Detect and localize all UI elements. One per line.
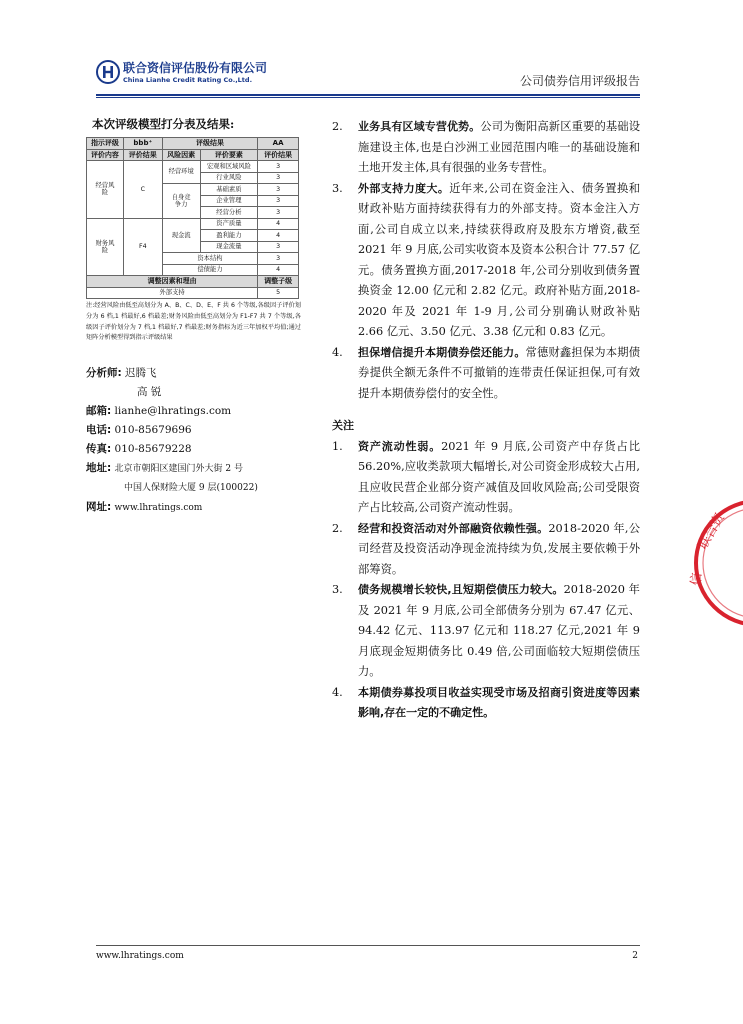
list-item	[332, 580, 640, 683]
right-column	[332, 117, 640, 724]
table-cell: 调整子级	[258, 276, 299, 288]
list-item	[332, 343, 640, 405]
item-heading: 债务规模增长较快,且短期偿债压力较大。	[358, 583, 564, 596]
list-item	[332, 437, 640, 519]
company-seal-icon	[683, 488, 743, 638]
table-cell: 现金流量	[200, 241, 258, 253]
table-cell: 自身竞争力	[162, 184, 200, 219]
email-link[interactable]: lianhe@lhratings.com	[114, 405, 232, 418]
header-divider-thin	[96, 97, 640, 98]
item-number: 2.	[332, 521, 343, 535]
table-cell: 经营环境	[162, 161, 200, 184]
email-line	[86, 402, 308, 421]
table-cell: 3	[258, 241, 299, 253]
table-cell: 4	[258, 264, 299, 276]
table-cell: 经营分析	[200, 207, 258, 219]
web-label: 网址:	[86, 501, 112, 514]
item-number: 1.	[332, 439, 343, 453]
table-cell: 资产质量	[200, 218, 258, 230]
item-text: 2018-2020 年,公司经营及投资活动净现金流持续为负,发展主要依赖于外部筹资。	[358, 521, 641, 576]
list-item	[332, 519, 640, 581]
table-cell: 偿债能力	[162, 264, 257, 276]
item-heading: 资产流动性弱。	[358, 439, 442, 453]
web-line	[86, 498, 308, 518]
table-cell: 财务风险	[87, 218, 124, 276]
item-heading: 经营和投资活动对外部融资依赖性强。	[358, 521, 549, 535]
analyst-line	[86, 364, 308, 383]
score-table-title: 本次评级模型打分表及结果:	[92, 117, 235, 131]
phone-label: 电话:	[86, 424, 112, 437]
fax-value: 010-85679228	[114, 443, 192, 456]
table-cell: 3	[258, 172, 299, 184]
item-heading: 担保增信提升本期债券偿还能力。	[358, 345, 526, 359]
table-cell: bbb⁺	[123, 138, 162, 150]
item-number: 2.	[332, 120, 343, 133]
item-text: 2018-2020 年及 2021 年 9 月底,公司全部债务分别为 67.47 亿元、94.42 亿元、113.97 亿元和 118.27 亿元,2021 年 9 月底现金短期债务比 0.49 倍,公司面临较大短期偿债压力。	[358, 583, 640, 678]
svg-text:信: 信	[689, 572, 706, 587]
table-cell: 现金流	[162, 218, 200, 253]
item-heading: 外部支持力度大。	[358, 181, 450, 195]
table-cell: C	[123, 161, 162, 219]
table-cell: 企业管理	[200, 195, 258, 207]
table-row	[87, 218, 299, 230]
table-cell: 指示评级	[87, 138, 124, 150]
address-label: 地址:	[86, 462, 112, 475]
analyst-name: 迟腾飞	[125, 367, 157, 380]
item-text: 公司为衡阳高新区重要的基础设施建设主体,也是白沙洲工业园范围内唯一的基础设施和土地开发主体,具有很强的业务专营性。	[358, 120, 640, 174]
item-number: 4.	[332, 685, 343, 699]
analyst-label: 分析师:	[86, 367, 122, 380]
table-cell: 评价结果	[258, 149, 299, 161]
analyst-name-2: 高 锐	[137, 386, 162, 399]
item-text: 2021 年 9 月底,公司资产中存货占比 56.20%,应收类款项大幅增长,对公司资金形成较大占用,且应收民营企业部分资产减值及回收风险高;公司受限资产占比较高,公司资产流动性弱。	[358, 439, 640, 514]
page-number: 2	[632, 951, 638, 961]
item-text: 常德财鑫担保为本期债券提供全额无条件不可撤销的连带责任保证担保,可有效提升本期债券偿付的安全性。	[358, 345, 640, 400]
item-number: 3.	[332, 181, 343, 195]
phone-value: 010-85679696	[114, 424, 192, 437]
table-cell: 4	[258, 218, 299, 230]
company-name-cn: 联合资信评估股份有限公司	[123, 61, 268, 75]
phone-line	[86, 421, 308, 440]
list-item	[332, 117, 640, 179]
address-value: 北京市朝阳区建国门外大街 2 号	[114, 464, 243, 475]
table-cell: 3	[258, 195, 299, 207]
table-cell: 3	[258, 161, 299, 173]
table-cell: 风险因素	[162, 149, 200, 161]
table-cell: 基础素质	[200, 184, 258, 196]
table-cell: 评价内容	[87, 149, 124, 161]
table-cell: 调整因素和理由	[87, 276, 258, 288]
lianhe-logo-icon	[96, 60, 120, 84]
email-label: 邮箱:	[86, 405, 112, 418]
fax-label: 传真:	[86, 443, 112, 456]
table-cell: 评价结果	[123, 149, 162, 161]
list-item	[332, 683, 640, 724]
table-cell: 5	[258, 287, 299, 299]
table-row	[87, 138, 299, 150]
footer-divider	[96, 945, 640, 946]
table-cell: F4	[123, 218, 162, 276]
item-heading: 业务具有区域专营优势。	[358, 120, 481, 133]
table-cell: 3	[258, 207, 299, 219]
table-cell: 4	[258, 230, 299, 242]
contact-info	[86, 364, 308, 518]
table-cell: AA	[258, 138, 299, 150]
item-number: 3.	[332, 583, 343, 596]
table-row	[87, 161, 299, 173]
score-table	[86, 137, 299, 299]
list-item	[332, 179, 640, 343]
table-row	[87, 287, 299, 299]
table-row	[87, 276, 299, 288]
concerns-title: 关注	[332, 419, 354, 432]
company-name-en: China Lianhe Credit Rating Co.,Ltd.	[123, 76, 253, 84]
table-note: 注:经营风险由低至高划分为 A、B、C、D、E、F 共 6 个等级,各级因子评价划分为 6 档,1 档最好,6 档最差;财务风险由低至高划分为 F1-F7 共 7 个等级,各级因子评价划分为 7 档,1 档最好,7 档最差;财务指标为近三年加权平均值;通过矩阵分析模型得到指示评级结果	[86, 302, 301, 342]
address-value-2: 中国人保财险大厦 9 层(100022)	[124, 483, 258, 494]
table-cell: 宏观和区域风险	[200, 161, 258, 173]
page-header	[96, 58, 640, 98]
report-title: 公司债券信用评级报告	[519, 74, 640, 88]
table-row	[87, 149, 299, 161]
table-cell: 行业风险	[200, 172, 258, 184]
table-cell: 评价要素	[200, 149, 258, 161]
item-number: 4.	[332, 345, 343, 359]
footer-url[interactable]: www.lhratings.com	[96, 951, 184, 961]
left-column	[86, 116, 308, 518]
table-cell: 资本结构	[162, 253, 257, 265]
svg-text:联合资: 联合资	[695, 510, 728, 552]
table-cell: 经营风险	[87, 161, 124, 219]
item-heading: 本期债券募投项目收益实现受市场及招商引资进度等因素影响,存在一定的不确定性。	[358, 685, 640, 719]
table-cell: 盈利能力	[200, 230, 258, 242]
table-cell: 3	[258, 253, 299, 265]
table-cell: 3	[258, 184, 299, 196]
table-cell: 外部支持	[87, 287, 258, 299]
web-link[interactable]: www.lhratings.com	[114, 503, 203, 514]
address-line	[86, 459, 308, 479]
fax-line	[86, 440, 308, 459]
item-text: 近年来,公司在资金注入、债务置换和财政补贴方面持续获得有力的外部支持。资本金注入方面,公司自成立以来,持续获得政府及股东方增资,截至 2021 年 9 月底,公司实收资本及资本公积合计 77.57 亿元。债务置换方面,2017-2018 年,公司分别收到债务置换资金 12.00 亿元和 2.82 亿元。政府补贴方面,2018-2020 年及 2021 年 1-9 月,公司分别确认财政补贴 2.66 亿元、3.50 亿元、3.38 亿元和 0.83 亿元。	[358, 181, 640, 338]
header-divider	[96, 94, 640, 96]
table-cell: 评级结果	[162, 138, 257, 150]
